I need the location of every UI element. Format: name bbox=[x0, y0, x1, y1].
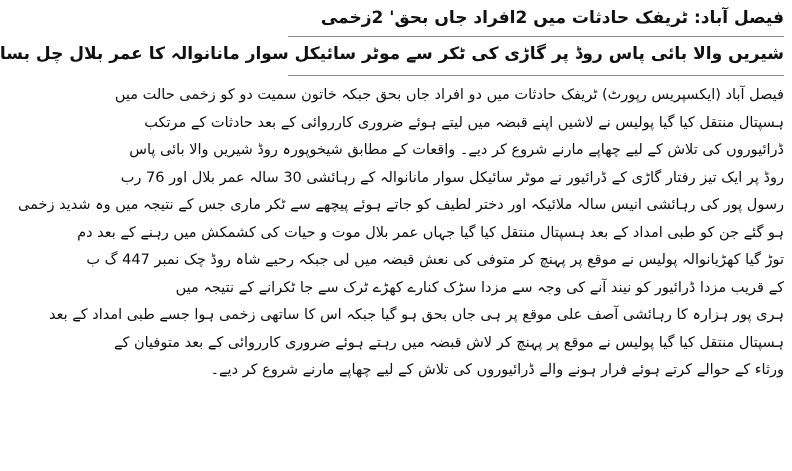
body-line: ہری پور ہزارہ کا رہائشی آصف علی موقع پر ہی جاں بحق ہو گیا جبکہ اس کا ساتھی زخمی ہوا جسے طبی امداد کے بعد bbox=[49, 307, 784, 323]
body-line: ڈرائیوروں کی تلاش کے لیے چھاپے مارنے شروع کر دیے۔ واقعات کے مطابق شیخوپورہ روڈ شیریں والا بائی پاس bbox=[129, 142, 784, 158]
body-line: کے قریب مزدا ڈرائیور کو نیند آنے کی وجہ سے مزدا سڑک کنارے کھڑے ٹرک سے جا ٹکرانے کے نتیجہ میں bbox=[175, 279, 784, 296]
subheadline: شیریں والا بائی پاس روڈ پر گاڑی کی ٹکر سے موٹر سائیکل سوار مانانوالہ کا عمر بلال چل بسا bbox=[0, 44, 784, 64]
body-line: ہسپتال منتقل کیا گیا پولیس نے لاشیں اپنے قبضہ میں لیتے ہوئے ضروری کارروائی کے بعد حادثات کے مرتکب bbox=[144, 114, 784, 131]
body-line: فیصل آباد (ایکسپریس رپورٹ) ٹریفک حادثات میں دو افراد جاں بحق جبکہ خاتون سمیت دو کو زخمی حالت میں bbox=[114, 87, 784, 103]
body-line: ہسپتال منتقل کیا گیا پولیس نے موقع پر پہنچ کر لاش قبضہ میں رہتے ہوئے ضروری کارروائی کے بعد متوفیان کے bbox=[113, 334, 784, 351]
body-line: روڈ پر ایک تیز رفتار گاڑی کے ڈرائیور نے موٹر سائیکل سوار مانانوالہ کے رہائشی 30 سالہ عمر بلال اور 76 رب bbox=[120, 169, 784, 186]
body-line: رسول پور کی رہائشی انیس سالہ ملائیکہ اور دختر لطیف کو جاتے ہوئے پیچھے سے ٹکر ماری جس کے نتیجہ میں وہ شدید زخمی bbox=[18, 197, 784, 213]
headline: فیصل آباد: ٹریفک حادثات میں 2افراد جاں بحق' 2زخمی bbox=[320, 8, 784, 28]
article-body bbox=[18, 82, 784, 385]
body-line: ورثاء کے حوالے کرتے ہوئے فرار ہونے والے ڈرائیوروں کی تلاش کے لیے چھاپے مارنے شروع کر دیے۔ bbox=[210, 362, 784, 378]
body-line: ہو گئے جن کو طبی امداد کے بعد ہسپتال منتقل کیا گیا جہاں عمر بلال موت و حیات کی کشمکش میں رہنے کے بعد دم bbox=[77, 224, 784, 241]
subheadline-divider bbox=[288, 75, 784, 76]
body-line: توڑ گیا کھڑیانوالہ پولیس نے موقع پر پہنچ کر متوفی کی نعش قبضہ میں لی جبکہ رحیے شاہ روڈ چک نمبر 447 گ ب bbox=[86, 252, 784, 268]
headline-divider bbox=[288, 36, 784, 37]
